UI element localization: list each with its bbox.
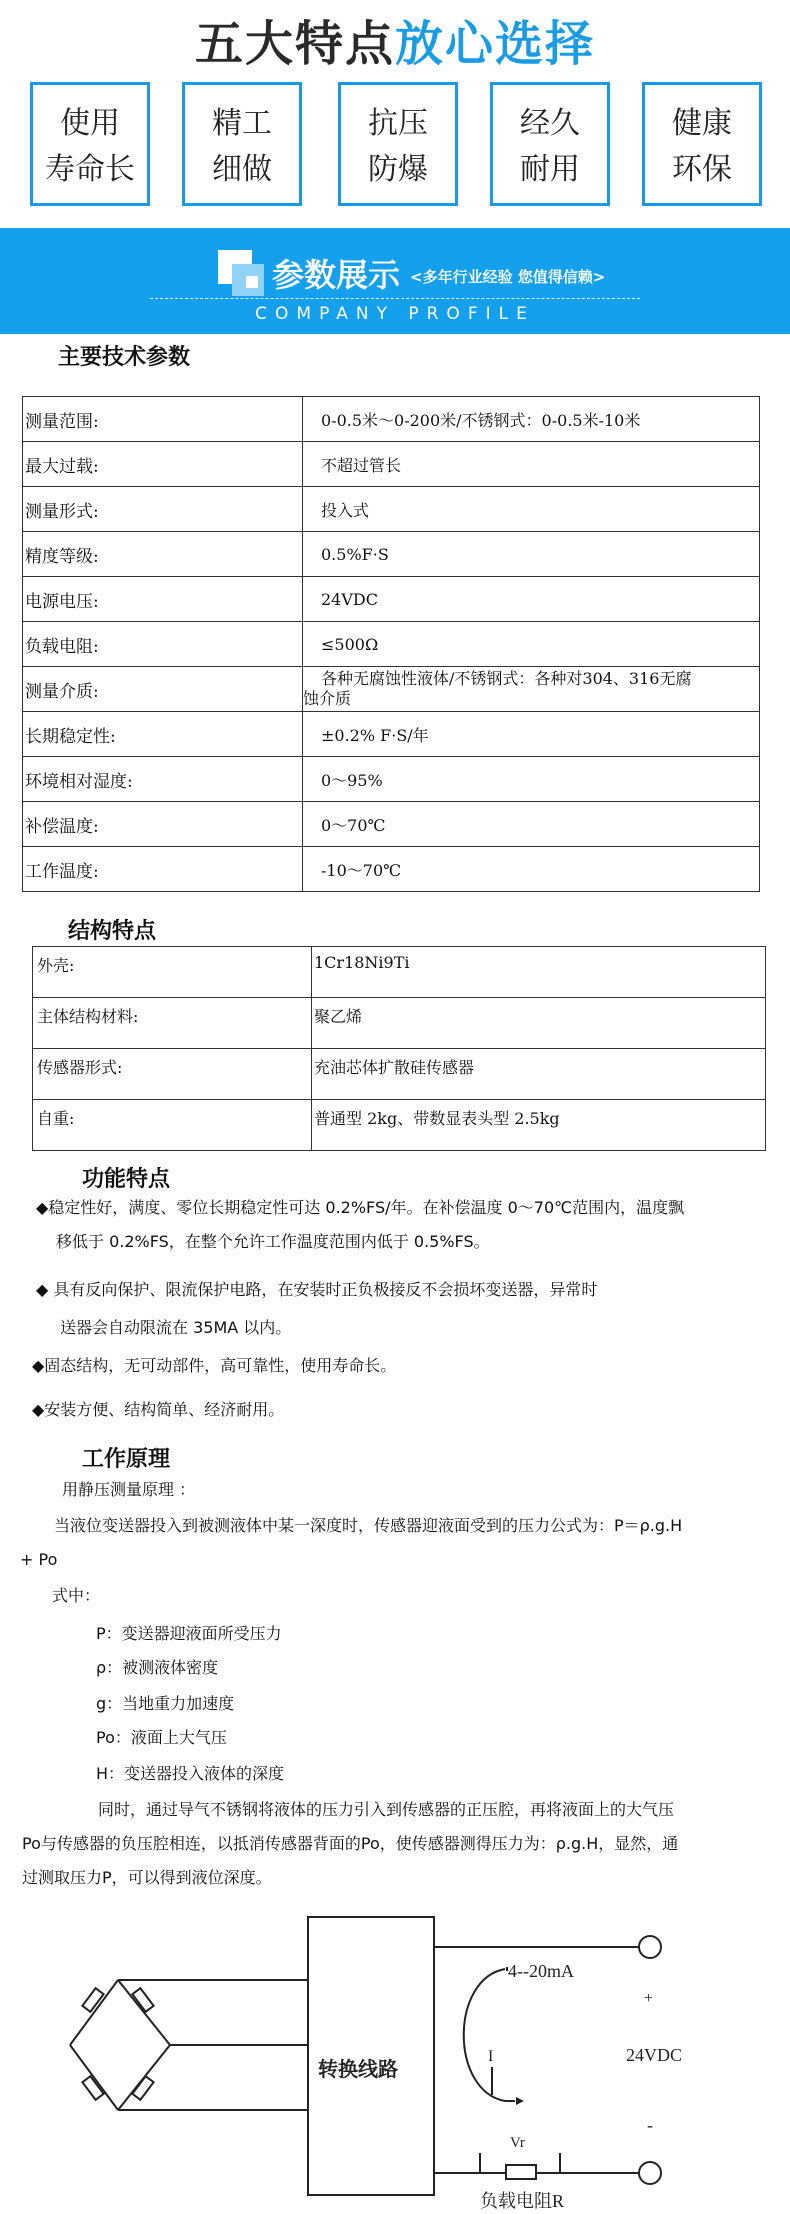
banner-title: 参数展示 <box>272 256 401 294</box>
resistor-icon <box>82 1988 103 2012</box>
title-blue-part: 放心选择 <box>395 16 596 72</box>
structure-value: 普通型 2kg、带数显表头型 2.5kg <box>312 1100 766 1151</box>
table-row <box>33 947 766 998</box>
principle-para2-line3: 过测取压力P，可以得到液位深度。 <box>22 1868 272 1887</box>
table-row <box>23 847 760 892</box>
function-item-3: ◆固态结构，无可动部件，高可靠性，使用寿命长。 <box>32 1356 397 1375</box>
spec-value: 投入式 <box>303 487 760 532</box>
structure-table <box>32 946 766 1151</box>
spec-value: ±0.2% F·S/年 <box>303 712 760 757</box>
positive-terminal-icon <box>639 1936 661 1958</box>
negative-terminal-icon <box>639 2162 661 2184</box>
spec-key: 测量范围: <box>23 397 303 442</box>
load-resistor-icon <box>506 2165 536 2179</box>
spec-value: 0～70℃ <box>303 802 760 847</box>
structure-title: 结构特点 <box>68 919 157 944</box>
structure-value: 聚乙烯 <box>312 998 766 1049</box>
spec-value: ≤500Ω <box>303 622 760 667</box>
principle-para2-line2: Po与传感器的负压腔相连，以抵消传感器背面的Po，使传感器测得压力为：ρ.g.H，显然，通 <box>22 1834 679 1853</box>
feature-line2: 寿命长 <box>45 152 135 187</box>
spec-key: 长期稳定性: <box>23 712 303 757</box>
spec-key: 电源电压: <box>23 577 303 622</box>
structure-value: 充油芯体扩散硅传感器 <box>312 1049 766 1100</box>
arrow-icon <box>516 2097 524 2105</box>
spec-value-line1: 各种无腐蚀性液体/不锈钢式：各种对304、316无腐 <box>321 669 692 688</box>
table-row <box>33 1100 766 1151</box>
definition-rho: ρ：被测液体密度 <box>96 1658 219 1677</box>
table-row <box>23 802 760 847</box>
bridge-circuit <box>70 1980 308 2110</box>
converter-label: 转换线路 <box>318 2059 398 2081</box>
feature-line1: 健康 <box>672 106 732 141</box>
feature-box-5 <box>642 82 762 206</box>
current-arc <box>464 1969 505 2101</box>
principle-para1-line1: 当液位变送器投入到被测液体中某一深度时，传感器迎液面受到的压力公式为：P＝ρ.g.H <box>54 1516 683 1535</box>
feature-line1: 使用 <box>60 106 120 141</box>
specs-table <box>22 396 760 892</box>
spec-key: 补偿温度: <box>23 802 303 847</box>
vr-label: Vr <box>510 2135 525 2151</box>
page-title <box>0 14 790 74</box>
principle-para1-line2: + Po <box>20 1550 58 1569</box>
feature-line1: 抗压 <box>368 106 428 141</box>
definition-p: P：变送器迎液面所受压力 <box>96 1624 282 1643</box>
spec-value: -10～70℃ <box>303 847 760 892</box>
feature-line2: 耐用 <box>520 152 580 187</box>
spec-key: 最大过载: <box>23 442 303 487</box>
table-row <box>33 998 766 1049</box>
section-banner <box>0 228 790 334</box>
feature-box-4 <box>490 82 610 206</box>
function-item-4: ◆安装方便、结构简单、经济耐用。 <box>32 1400 285 1419</box>
feature-line2: 环保 <box>672 152 732 187</box>
banner-english: COMPANY PROFILE <box>255 304 535 324</box>
resistor-icon <box>132 1988 153 2012</box>
function-item-1-line2: 移低于 0.2%FS，在整个允许工作温度范围内低于 0.5%FS。 <box>56 1232 490 1251</box>
structure-key: 传感器形式: <box>33 1049 312 1100</box>
resistor-icon <box>82 2076 103 2100</box>
structure-key: 外壳: <box>33 947 312 998</box>
current-symbol: I <box>488 2048 494 2065</box>
table-row <box>23 757 760 802</box>
table-row <box>23 487 760 532</box>
spec-key: 工作温度: <box>23 847 303 892</box>
feature-line1: 精工 <box>212 106 272 141</box>
spec-key: 测量介质: <box>23 667 303 712</box>
table-row <box>23 667 760 712</box>
function-item-2-line1: ◆ 具有反向保护、限流保护电路，在安装时正负极接反不会损坏变送器，异常时 <box>36 1280 598 1299</box>
function-item-2-line2: 送器会自动限流在 35MA 以内。 <box>60 1318 292 1337</box>
spec-value: 24VDC <box>303 577 760 622</box>
spec-key: 测量形式: <box>23 487 303 532</box>
feature-line2: 防爆 <box>368 152 428 187</box>
feature-line1: 经久 <box>520 106 580 141</box>
minus-sign: - <box>647 2115 653 2135</box>
table-row <box>33 1049 766 1100</box>
table-row <box>23 532 760 577</box>
current-label: 4--20mA <box>508 1961 574 1981</box>
spec-value-line2: 蚀介质 <box>303 689 352 708</box>
structure-key: 自重: <box>33 1100 312 1151</box>
spec-value: 0-0.5米～0-200米/不锈钢式：0-0.5米-10米 <box>303 397 760 442</box>
spec-value: 0～95% <box>303 757 760 802</box>
structure-key: 主体结构材料: <box>33 998 312 1049</box>
table-row <box>23 397 760 442</box>
spec-value: 不超过管长 <box>303 442 760 487</box>
banner-subtitle: <多年行业经验 您值得信赖> <box>410 268 606 286</box>
resistor-icon <box>132 2076 153 2100</box>
spec-key: 环境相对湿度: <box>23 757 303 802</box>
converter-box <box>308 1917 434 2195</box>
spec-value <box>303 667 760 712</box>
principle-subtitle: 用静压测量原理 ： <box>62 1480 196 1499</box>
definition-h: H：变送器投入液体的深度 <box>96 1764 285 1783</box>
definition-po: Po：液面上大气压 <box>96 1728 227 1747</box>
function-item-1-line1: ◆稳定性好，满度、零位长期稳定性可达 0.2%FS/年。在补偿温度 0～70℃范围内，温度飘 <box>36 1198 685 1217</box>
spec-value: 0.5%F·S <box>303 532 760 577</box>
spec-key: 精度等级: <box>23 532 303 577</box>
table-row <box>23 442 760 487</box>
functions-title: 功能特点 <box>82 1167 171 1192</box>
principle-para2-line1: 同时，通过导气不锈钢将液体的压力引入到传感器的正压腔，再将液面上的大气压 <box>98 1800 675 1819</box>
specs-title: 主要技术参数 <box>58 345 191 370</box>
principle-title: 工作原理 <box>82 1447 171 1472</box>
load-label: 负载电阻R <box>480 2191 565 2211</box>
banner-divider <box>150 298 640 299</box>
banner-square-icon <box>246 276 258 288</box>
spec-key: 负载电阻: <box>23 622 303 667</box>
feature-box-2 <box>182 82 302 206</box>
table-row <box>23 622 760 667</box>
definition-g: g：当地重力加速度 <box>96 1694 235 1713</box>
feature-box-1 <box>30 82 150 206</box>
title-dark-part: 五大特点 <box>194 16 395 72</box>
formula-intro: 式中： <box>52 1586 101 1605</box>
table-row <box>23 712 760 757</box>
plus-sign: + <box>644 1990 654 2007</box>
structure-value: 1Cr18Ni9Ti <box>312 947 766 998</box>
feature-box-3 <box>338 82 458 206</box>
table-row <box>23 577 760 622</box>
circuit-diagram <box>60 1895 750 2211</box>
voltage-label: 24VDC <box>626 2045 683 2065</box>
feature-line2: 细做 <box>212 152 272 187</box>
